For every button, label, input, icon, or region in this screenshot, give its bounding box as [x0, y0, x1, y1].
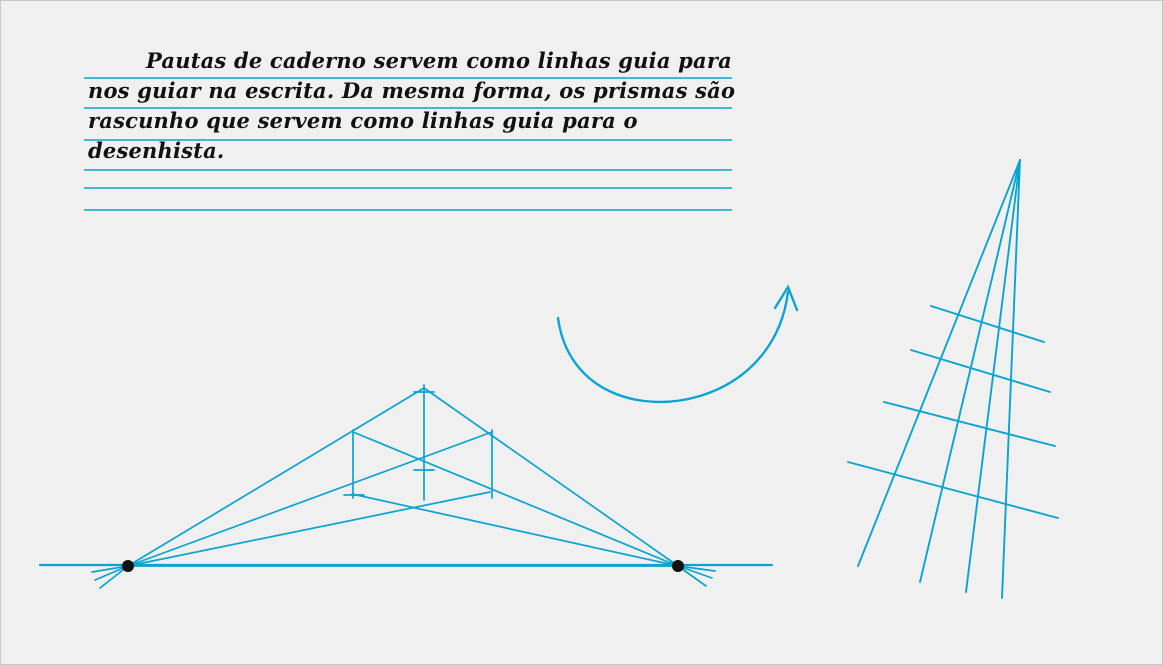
handwritten-note-text: Pautas de caderno servem como linhas guia para nos guiar na escrita. Da mesma forma, os prismas são rascunho que servem como linhas guia para o desenhista. — [88, 48, 743, 163]
cone-cross-1 — [931, 306, 1044, 342]
cone-cross-3 — [884, 402, 1055, 446]
cone-lines-group — [848, 160, 1058, 598]
cone-cross-2 — [911, 350, 1050, 392]
